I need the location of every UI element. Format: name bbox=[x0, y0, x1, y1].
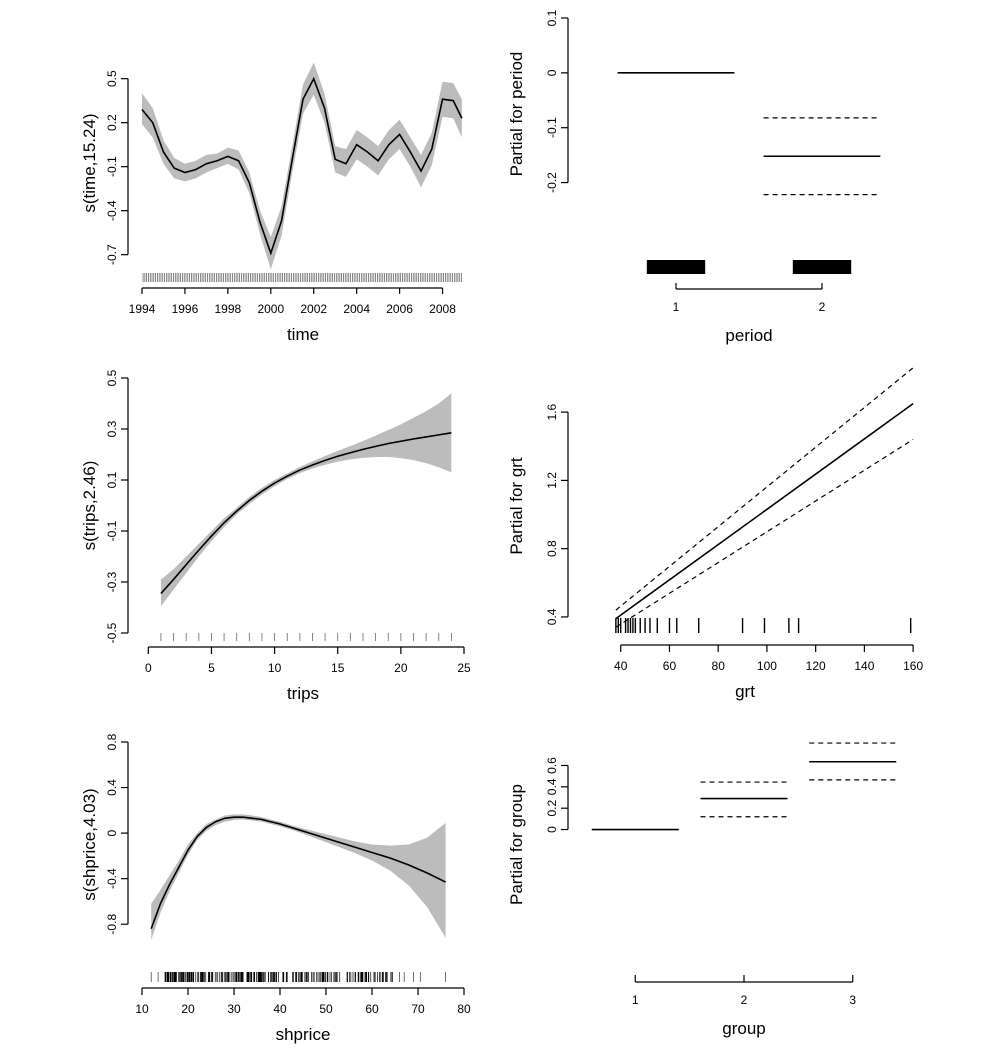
rug bbox=[161, 633, 451, 641]
x-tick-label: 2 bbox=[740, 993, 748, 1007]
y-axis-label: s(trips,2.46) bbox=[80, 460, 99, 551]
y-axis-label: Partial for grt bbox=[507, 457, 526, 555]
se-band bbox=[161, 393, 451, 606]
y-tick-label: 0.5 bbox=[105, 369, 119, 387]
x-axis-label: group bbox=[722, 1019, 766, 1038]
x-tick-label: 20 bbox=[394, 661, 408, 675]
x-tick-label: 1 bbox=[631, 993, 639, 1007]
y-axis-label: Partial for group bbox=[507, 784, 526, 905]
y-tick-label: -0.1 bbox=[105, 156, 119, 178]
panel-time bbox=[80, 63, 462, 344]
y-axis-label: s(shprice,4.03) bbox=[80, 788, 99, 901]
x-tick-label: 40 bbox=[614, 659, 628, 673]
x-axis-label: period bbox=[725, 326, 773, 345]
x-tick-label: 5 bbox=[208, 661, 215, 675]
x-tick-label: 40 bbox=[273, 1002, 287, 1016]
x-tick-label: 100 bbox=[756, 659, 777, 673]
upper-ci-line bbox=[616, 368, 913, 610]
y-tick-label: -0.4 bbox=[105, 868, 119, 890]
y-tick-label: -0.8 bbox=[105, 913, 119, 935]
x-tick-label: 2 bbox=[818, 300, 826, 314]
y-tick-label: -0.3 bbox=[105, 571, 119, 593]
y-tick-label: 0.2 bbox=[545, 799, 559, 817]
rug bbox=[143, 273, 461, 282]
y-tick-label: -0.1 bbox=[545, 117, 559, 139]
y-axis-label: Partial for period bbox=[507, 51, 526, 177]
x-tick-label: 2000 bbox=[257, 302, 285, 316]
y-tick-label: 0.5 bbox=[105, 70, 119, 88]
x-axis-label: shprice bbox=[275, 1025, 331, 1044]
y-axis-label: s(time,15.24) bbox=[80, 113, 99, 213]
fit-line bbox=[616, 404, 913, 619]
x-axis-label: time bbox=[286, 325, 320, 344]
y-tick-label: 0.6 bbox=[545, 757, 559, 774]
y-tick-label: -0.5 bbox=[105, 622, 119, 644]
panel-period bbox=[507, 9, 880, 345]
rug bbox=[151, 972, 445, 982]
x-tick-label: 2004 bbox=[343, 302, 371, 316]
x-tick-label: 2006 bbox=[386, 302, 413, 316]
x-tick-label: 140 bbox=[854, 659, 875, 673]
y-tick-label: -0.7 bbox=[105, 244, 120, 266]
x-tick-label: 30 bbox=[227, 1002, 241, 1016]
x-tick-label: 50 bbox=[319, 1002, 333, 1016]
x-tick-label: 80 bbox=[711, 659, 725, 673]
panel-shprice bbox=[80, 733, 471, 1044]
x-tick-label: 20 bbox=[181, 1002, 195, 1016]
x-tick-label: 1996 bbox=[171, 302, 199, 316]
x-tick-label: 60 bbox=[662, 659, 677, 673]
x-axis-label: grt bbox=[735, 682, 755, 701]
panel-group bbox=[507, 743, 896, 1038]
x-tick-label: 10 bbox=[267, 661, 282, 675]
y-tick-label: -0.1 bbox=[105, 520, 119, 542]
y-tick-label: 0.2 bbox=[105, 114, 119, 132]
x-tick-label: 60 bbox=[365, 1002, 379, 1016]
panel-grt bbox=[507, 368, 923, 701]
panel-trips bbox=[80, 369, 471, 703]
y-tick-label: 0.1 bbox=[545, 9, 559, 27]
x-tick-label: 15 bbox=[331, 661, 345, 675]
x-tick-label: 0 bbox=[144, 661, 152, 675]
y-tick-label: 0.1 bbox=[105, 471, 119, 489]
y-tick-label: 0 bbox=[545, 826, 559, 833]
x-axis-label: trips bbox=[286, 684, 320, 703]
x-tick-label: 2008 bbox=[429, 302, 456, 316]
x-tick-label: 70 bbox=[411, 1002, 425, 1016]
y-tick-label: 0 bbox=[545, 69, 559, 77]
y-tick-label: 0.4 bbox=[545, 608, 559, 626]
y-tick-label: -0.4 bbox=[105, 200, 119, 222]
rug-block bbox=[793, 260, 851, 274]
x-tick-label: 120 bbox=[805, 659, 826, 673]
x-tick-label: 80 bbox=[457, 1002, 471, 1016]
rug-block bbox=[647, 260, 705, 274]
x-tick-label: 10 bbox=[135, 1002, 149, 1016]
y-tick-label: 0.8 bbox=[105, 733, 119, 751]
x-tick-label: 1998 bbox=[214, 302, 242, 316]
y-tick-label: 1.6 bbox=[545, 403, 559, 421]
x-tick-label: 1994 bbox=[128, 302, 156, 316]
y-tick-label: 1.2 bbox=[545, 472, 559, 489]
x-tick-label: 160 bbox=[903, 659, 924, 673]
se-band bbox=[151, 814, 445, 940]
y-tick-label: 0 bbox=[105, 829, 119, 837]
rug bbox=[616, 618, 911, 633]
x-tick-label: 25 bbox=[457, 661, 471, 675]
y-tick-label: 0.4 bbox=[545, 778, 559, 796]
y-tick-label: 0.4 bbox=[105, 779, 119, 796]
y-tick-label: -0.2 bbox=[545, 172, 559, 193]
se-band bbox=[142, 63, 462, 270]
lower-ci-line bbox=[616, 439, 913, 627]
x-tick-label: 2002 bbox=[300, 302, 328, 316]
y-tick-label: 0.3 bbox=[105, 420, 119, 438]
y-tick-label: 0.8 bbox=[545, 540, 559, 558]
x-tick-label: 3 bbox=[849, 993, 857, 1007]
x-tick-label: 1 bbox=[672, 300, 680, 314]
